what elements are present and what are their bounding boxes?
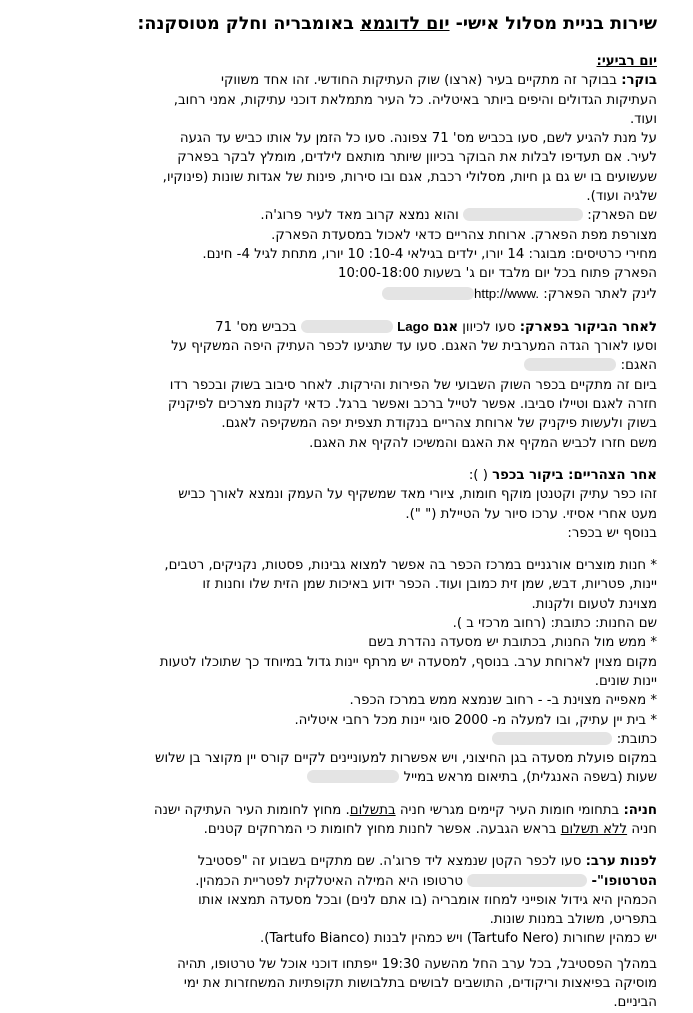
text-line: הפארק פתוח בכל יום מלבד יום ג' בשעות 10:00-18:00 bbox=[337, 266, 657, 282]
text-span: סעו לכפר הקטן שנמצא ליד פרוג'ה. שם מתקיים בשבוע זה "פסטיבל bbox=[197, 854, 586, 870]
text-line: * בית יין עתיק, ובו למעלה מ- 2000 סוגי יינות מכל רחבי איטליה. bbox=[294, 712, 657, 728]
text-line: מקום מצוין לארוחת ערב. בנוסף, למסעדה יש מרתף יינות גדול במיוחד כך שתוכלו לטעות bbox=[159, 654, 657, 670]
text-line: הביניים. bbox=[613, 995, 657, 1011]
text-line: * ממש מול החנות, בכתובת יש מסעדה נהדרת בשם bbox=[368, 635, 657, 651]
spacer bbox=[27, 304, 657, 317]
spacer bbox=[27, 788, 657, 801]
text-span: כתובת: bbox=[616, 731, 657, 747]
lake-village-line bbox=[27, 356, 657, 375]
evening-label: לפנות ערב: bbox=[585, 854, 657, 870]
text-span: שעות (בשפה האנגלית), בתיאום מראש במייל bbox=[403, 770, 657, 786]
text-line: מוסיקה בפיאצות וריקודים, התושבים לבושים בתלבושות תקופתיות המשחזרות את ימי bbox=[183, 976, 657, 992]
spacer bbox=[27, 543, 657, 556]
text-span: Lago bbox=[397, 318, 429, 334]
park-link[interactable]: http://www. bbox=[474, 285, 540, 301]
text-line: משם חזרו לכביש המקיף את האגם והמשיכו להקיף את האגם. bbox=[309, 435, 657, 451]
text-span: לינק לאתר הפארק: bbox=[539, 286, 657, 302]
text-line: מעט אחרי אסיזי. ערכו סיור על הטיילת (" "). bbox=[405, 506, 657, 522]
document-body bbox=[27, 52, 657, 1013]
text-line: מחירי כרטיסים: מבוגר: 14 יורו, ילדים בגילאי 10-4: 10 יורו, מתחת לגיל 4- חינם. bbox=[202, 246, 657, 262]
redaction-mark bbox=[382, 287, 474, 300]
text-span: בכביש מס' 71 bbox=[215, 319, 301, 335]
park-link-line bbox=[27, 284, 657, 304]
parking-label: חניה: bbox=[623, 802, 657, 818]
day-header: יום רביעי: bbox=[596, 54, 657, 69]
morning-label: בוקר: bbox=[621, 73, 657, 89]
title-text-end: באומבריה וחלק מטוסקנה: bbox=[137, 14, 360, 34]
text-span: שם הפארק: bbox=[587, 208, 657, 224]
spacer bbox=[27, 839, 657, 852]
text-line: הכמהין היא גידול אופייני למחוז אומבריה (בו אתם לנים) ובכל מסעדה תמצאו אותו bbox=[198, 892, 657, 908]
text-line: יינות שונים. bbox=[594, 673, 657, 689]
text-line: שלגיה ועוד). bbox=[586, 189, 657, 205]
text-line: מצוינת לטעום ולקנות. bbox=[531, 596, 657, 612]
text-line: ביום זה מתקיים בכפר השוק השבועי של הפירות והירקות. לאחר סיבוב בשוק ובכפר רדו bbox=[169, 377, 657, 393]
text-span: והוא נמצא קרוב מאד לעיר פרוג'ה. bbox=[260, 208, 463, 224]
lake-label: לאחר הביקור בפארק: bbox=[519, 319, 657, 335]
text-span: הטרטופו"- bbox=[591, 873, 657, 889]
document-title bbox=[27, 14, 657, 34]
afternoon-label: אחר הצהריים: ביקור בכפר bbox=[492, 467, 657, 483]
redaction-mark bbox=[463, 208, 583, 221]
text-line: על מנת להגיע לשם, סעו בכביש מס' 71 צפונה. סעו כל הזמן על אותו כביש עד הגעה bbox=[179, 131, 657, 147]
lake-line bbox=[27, 317, 657, 337]
text-span: בתחומי חומות העיר קיימים מגרשי חניה bbox=[395, 802, 624, 818]
text-span: אגם bbox=[433, 319, 459, 335]
text-line: ועוד. bbox=[629, 111, 657, 127]
text-line: העתיקות הגדולים והיפים ביותר באיטליה. כל העיר מתמלאת דוכני עתיקות, אמני רחוב, bbox=[173, 92, 657, 108]
parking-line-2 bbox=[27, 820, 657, 839]
redaction-mark bbox=[307, 770, 399, 783]
text-line: מצורפת מפת הפארק. ארוחת צהריים כדאי לאכול במסעדת הפארק. bbox=[271, 227, 657, 243]
text-span: . מחוץ לחומות העיר העתיקה ישנה bbox=[153, 802, 350, 818]
text-line: בנוסף יש בכפר: bbox=[567, 525, 657, 541]
text-span: ( ): bbox=[468, 467, 493, 483]
text-line: * חנות מוצרים אורגניים במרכז הכפר בה אפשר למצוא גבינות, פסטות, נקניקים, רטבים, bbox=[164, 558, 657, 574]
text-line: וסעו לאורך הגדה המערבית של האגם. סעו עד שתגיעו לכפר העתיק היפה המשקיף על bbox=[171, 339, 657, 355]
text-line: בתפריט, משולב במנות שונות. bbox=[489, 912, 657, 928]
text-line: לעיר. אם תעדיפו לבלות את הבוקר בכיוון שיותר מותאם לילדים, מומלץ לבקר בפארק bbox=[177, 150, 657, 166]
redaction-mark bbox=[524, 358, 616, 371]
redaction-mark bbox=[301, 320, 393, 333]
text-line: בבוקר זה מתקיים בעיר (ארצו) שוק העתיקות החודשי. זהו אחד משווקי bbox=[221, 73, 622, 89]
text-line: יינות, פטריות, דבש, שמן זית כמובן ועוד. הכפר ידוע באיכות שמן הזית שלו וחנות זו bbox=[202, 577, 657, 593]
text-line: חזרה לאגם וטיילו סביבו. אפשר לטייל ברכב ואפשר ברגל. כדאי לקנות מצרכים לפיקניק bbox=[167, 397, 657, 413]
parking-line bbox=[27, 801, 657, 820]
text-span: בתשלום bbox=[349, 802, 396, 818]
text-line: זהו כפר עתיק וקטנטן מוקף חומות, ציורי מאד שמשקיף על העמק ונמצא לאורך כביש bbox=[178, 487, 657, 503]
afternoon-line bbox=[27, 466, 657, 485]
text-line: שם החנות: כתובת: (רחוב מרכזי ב ). bbox=[452, 616, 657, 632]
park-name-line bbox=[27, 206, 657, 225]
title-text: שירות בניית מסלול אישי- bbox=[449, 14, 657, 34]
redaction-mark bbox=[467, 874, 587, 887]
text-span: בראש הגבעה. אפשר לחנות מחוץ לחומות כי המרחקים קטנים. bbox=[203, 821, 561, 837]
address-line bbox=[27, 730, 657, 749]
text-line: בשוק ולעשות פיקניק של ארוחת צהריים בנקודת תצפית יפה המשקיפה לאגם. bbox=[221, 416, 657, 432]
text-line: במהלך הפסטיבל, בכל ערב החל מהשעה 19:30 ייפתחו דוכני אוכל של טרטופו, תהיה bbox=[177, 956, 657, 972]
text-span: סעו לכיוון bbox=[458, 319, 520, 335]
spacer bbox=[27, 453, 657, 466]
redaction-mark bbox=[492, 732, 612, 745]
text-line: במקום פועלת מסעדה בגן החיצוני, ויש אפשרות למעוניינים לקיים קורס יין מקוצר בן שלוש bbox=[155, 751, 657, 767]
morning-line bbox=[27, 71, 657, 90]
evening-line-2 bbox=[27, 872, 657, 891]
evening-line bbox=[27, 852, 657, 871]
title-underlined: יום לדוגמא bbox=[359, 14, 450, 34]
text-line: * מאפייה מצוינת ב- - רחוב שנמצא ממש במרכז הכפר. bbox=[349, 693, 657, 709]
text-line: שעשועים בו יש גם גן חיות, מסלולי רכבת, אגם ובו סירות, פינות של אגדות שונות (פינוקיו, bbox=[162, 169, 657, 185]
text-span: טרטופו היא המילה האיטלקית לפטריית הכמהין. bbox=[195, 873, 468, 889]
text-span: האגם: bbox=[620, 358, 657, 374]
text-span: חניה bbox=[627, 821, 657, 837]
text-line: יש כמהין שחורות (Tartufo Nero) ויש כמהין לבנות (Tartufo Bianco). bbox=[260, 931, 657, 947]
text-span: ללא תשלום bbox=[560, 821, 628, 837]
wine-course-line bbox=[27, 768, 657, 787]
